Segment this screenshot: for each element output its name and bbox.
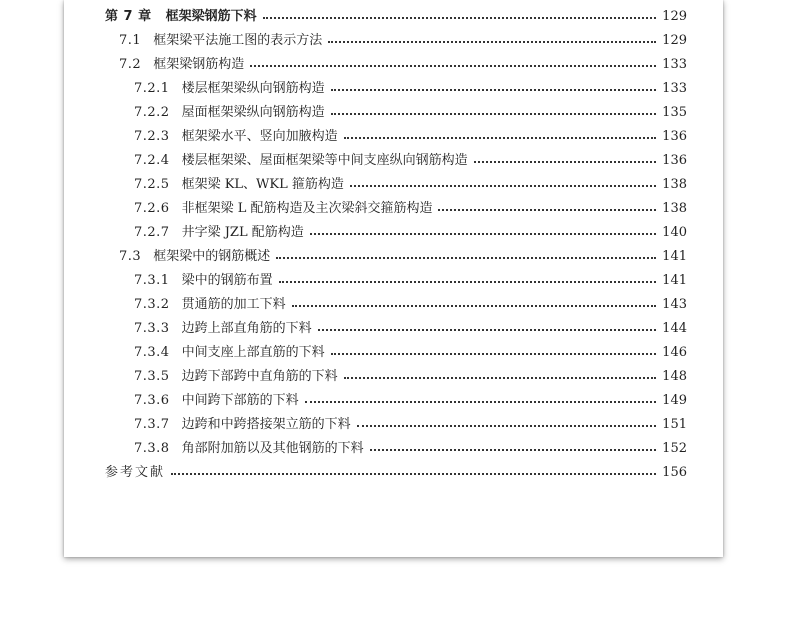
toc-entry-7-2[interactable]: [119, 52, 687, 72]
dot-leader: [331, 353, 657, 355]
toc-entry-page: 141: [662, 249, 687, 264]
toc-entry-page: 133: [662, 57, 687, 72]
toc-entry-number: 7.3.4: [134, 345, 170, 360]
toc-entry-number: 7.3.6: [134, 393, 170, 408]
toc-entry-title: 屋面框架梁纵向钢筋构造: [181, 105, 325, 120]
dot-leader: [276, 257, 656, 259]
toc-entry-number: 7.1: [119, 33, 142, 48]
toc-entry-title: 框架梁平法施工图的表示方法: [153, 33, 323, 48]
toc-entry-page: 151: [662, 417, 687, 432]
toc-entry-page: 146: [662, 345, 687, 360]
toc-entry-7-3-6[interactable]: [134, 388, 687, 408]
toc-entry-number: 第 7 章: [105, 9, 152, 24]
dot-leader: [344, 137, 657, 139]
dot-leader: [263, 17, 657, 19]
toc-entry-title: 边跨上部直角筋的下料: [181, 321, 312, 336]
toc-entry-title: 梁中的钢筋布置: [181, 273, 273, 288]
toc-entry-7-3[interactable]: [119, 244, 687, 264]
dot-leader: [350, 185, 656, 187]
toc-entry-title: 框架梁钢筋下料: [165, 9, 257, 24]
toc-entry-7-2-7[interactable]: [134, 220, 687, 240]
toc-entry-title: 框架梁中的钢筋概述: [153, 249, 271, 264]
dot-leader: [292, 305, 657, 307]
toc-entry-page: 156: [662, 465, 687, 480]
toc-entry-7-3-1[interactable]: [134, 268, 687, 288]
toc-entry-number: 7.3.3: [134, 321, 170, 336]
toc-entry-title: 中间跨下部筋的下料: [181, 393, 299, 408]
toc-entry-7-3-8[interactable]: [134, 436, 687, 456]
toc-entry-7-3-2[interactable]: [134, 292, 687, 312]
dot-leader: [171, 473, 656, 475]
toc-entry-7-3-5[interactable]: [134, 364, 687, 384]
toc-entry-page: 136: [662, 153, 687, 168]
toc-entry-title: 中间支座上部直筋的下料: [181, 345, 325, 360]
dot-leader: [331, 89, 657, 91]
toc-entry-title: 框架梁钢筋构造: [153, 57, 245, 72]
toc-entry-page: 141: [662, 273, 687, 288]
toc-entry-title: 楼层框架梁纵向钢筋构造: [181, 81, 325, 96]
toc-entry-references[interactable]: [105, 460, 687, 480]
toc-entry-7-2-5[interactable]: [134, 172, 687, 192]
toc-entry-page: 138: [662, 177, 687, 192]
toc-entry-7-2-3[interactable]: [134, 124, 687, 144]
dot-leader: [279, 281, 657, 283]
toc-entry-number: 7.3.7: [134, 417, 170, 432]
toc-entry-number: 7.2.4: [134, 153, 170, 168]
toc-entry-number: 7.3: [119, 249, 142, 264]
dot-leader: [331, 113, 657, 115]
toc-entry-7-2-1[interactable]: [134, 76, 687, 96]
toc-entry-title: 框架梁 KL、WKL 箍筋构造: [181, 177, 344, 192]
dot-leader: [310, 233, 656, 235]
toc-entry-page: 136: [662, 129, 687, 144]
toc-entry-number: 7.2.7: [134, 225, 170, 240]
dot-leader: [474, 161, 657, 163]
toc-entry-title: 非框架梁 L 配筋构造及主次梁斜交箍筋构造: [181, 201, 433, 216]
toc-entry-page: 144: [662, 321, 687, 336]
toc-entry-title: 贯通筋的加工下料: [181, 297, 286, 312]
toc-entry-page: 140: [662, 225, 687, 240]
toc-entry-number: 7.2.1: [134, 81, 170, 96]
toc-entry-title: 井字梁 JZL 配筋构造: [181, 225, 304, 240]
dot-leader: [344, 377, 657, 379]
toc-entry-7-2-4[interactable]: [134, 148, 687, 168]
toc-entry-7-1[interactable]: [119, 28, 687, 48]
toc-entry-7-3-3[interactable]: [134, 316, 687, 336]
toc-entry-page: 129: [662, 33, 687, 48]
toc-entry-number: 7.2.6: [134, 201, 170, 216]
dot-leader: [328, 41, 656, 43]
toc-entry-page: 149: [662, 393, 687, 408]
toc-entry-title: 边跨和中跨搭接架立筋的下料: [181, 417, 351, 432]
toc-entry-number: 7.2.2: [134, 105, 170, 120]
toc-entry-number: 7.2.3: [134, 129, 170, 144]
toc-entry-title: 边跨下部跨中直角筋的下料: [181, 369, 338, 384]
dot-leader: [438, 209, 656, 211]
document-page: [64, 0, 723, 557]
toc-entry-7-2-2[interactable]: [134, 100, 687, 120]
toc-entry-7-3-7[interactable]: [134, 412, 687, 432]
toc-entry-number: 7.2: [119, 57, 142, 72]
toc-entry-title: 角部附加筋以及其他钢筋的下料: [181, 441, 364, 456]
toc-entry-7-3-4[interactable]: [134, 340, 687, 360]
toc-entry-page: 148: [662, 369, 687, 384]
dot-leader: [305, 401, 657, 403]
toc-entry-number: 7.3.2: [134, 297, 170, 312]
toc-entry-title: 楼层框架梁、屋面框架梁等中间支座纵向钢筋构造: [181, 153, 468, 168]
toc-entry-page: 129: [662, 9, 687, 24]
toc-entry-title: 框架梁水平、竖向加腋构造: [181, 129, 338, 144]
dot-leader: [318, 329, 657, 331]
toc-entry-number: 7.3.1: [134, 273, 170, 288]
toc-entry-number: 7.3.8: [134, 441, 170, 456]
dot-leader: [357, 425, 657, 427]
toc-entry-number: 7.3.5: [134, 369, 170, 384]
dot-leader: [370, 449, 657, 451]
toc-entry-number: 7.2.5: [134, 177, 170, 192]
dot-leader: [250, 65, 656, 67]
toc-entry-page: 135: [662, 105, 687, 120]
toc-entry-page: 152: [662, 441, 687, 456]
toc-entry-page: 133: [662, 81, 687, 96]
toc-entry-7-2-6[interactable]: [134, 196, 687, 216]
toc-entry-page: 143: [662, 297, 687, 312]
toc-entry-chapter-7[interactable]: [105, 4, 687, 24]
toc-entry-title: 参考文献: [105, 465, 166, 480]
toc-entry-page: 138: [662, 201, 687, 216]
